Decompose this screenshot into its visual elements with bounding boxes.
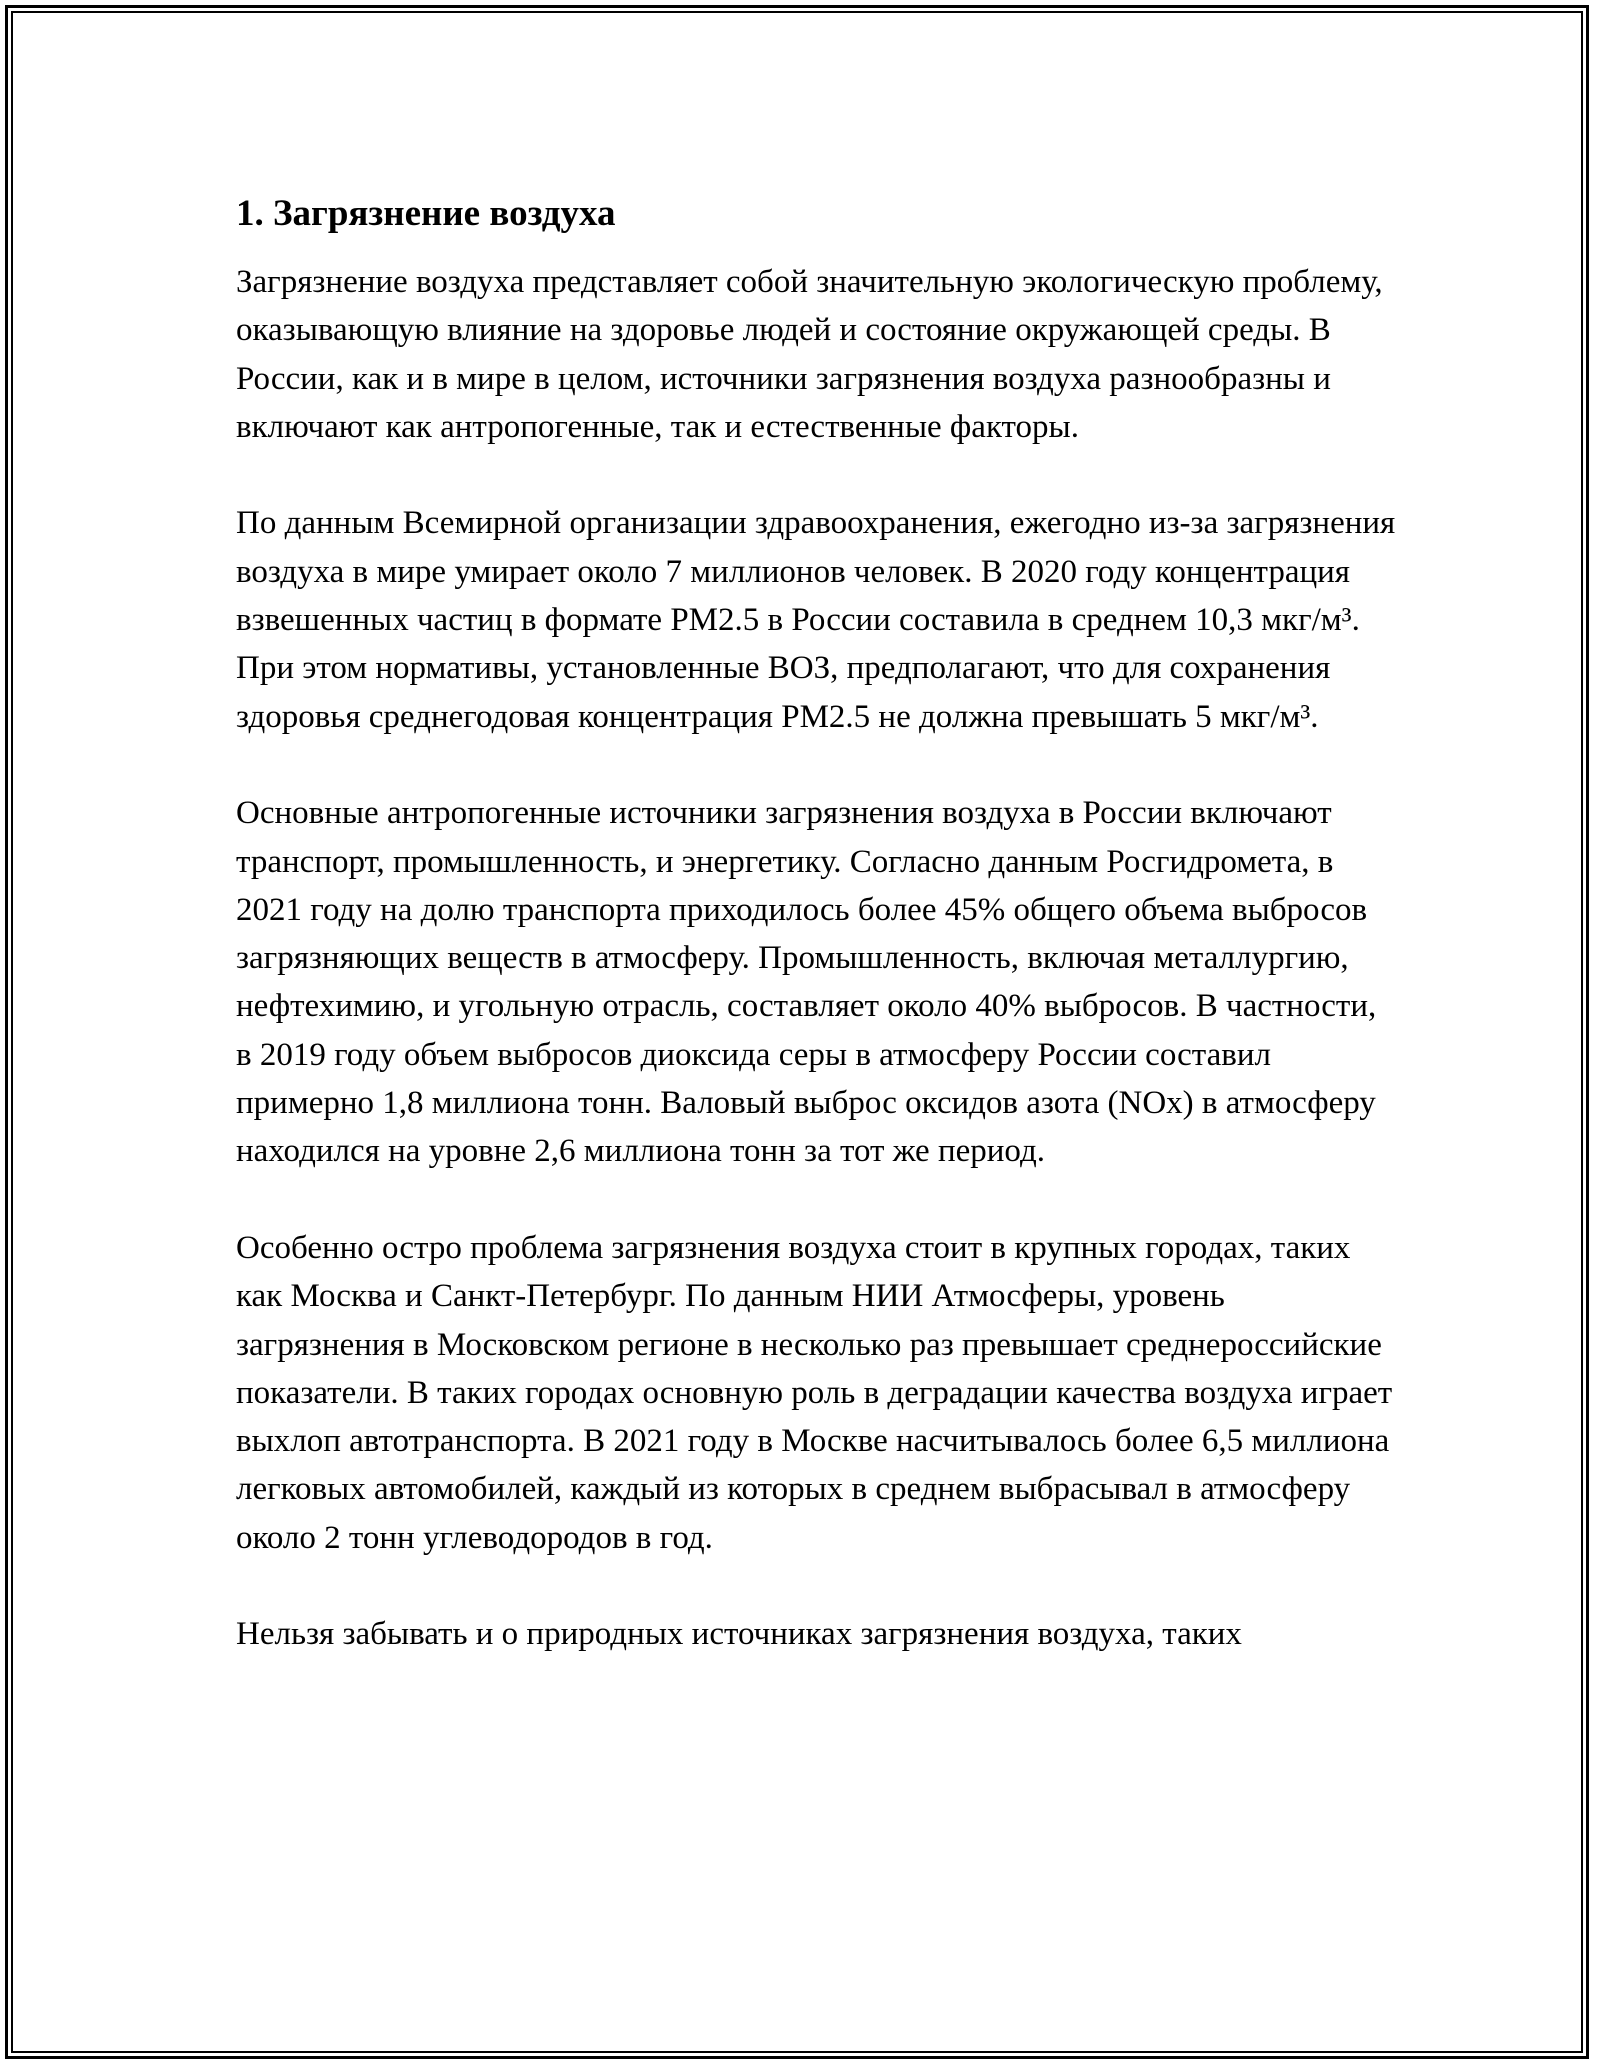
paragraph-4: Особенно остро проблема загрязнения воздуха стоит в крупных городах, таких как Москва и Санкт-Петербург. По данным НИИ Атмосферы, уровень загрязнения в Московском регионе в несколько раз превышает среднероссийские показатели. В таких городах основную роль в деградации качества воздуха играет выхлоп автотранспорта. В 2021 году в Москве насчитывалось более 6,5 миллиона легковых автомобилей, каждый из которых в среднем выбрасывал в атмосферу около 2 тонн углеводородов в год. [236,1229,1393,1556]
paragraph-2: По данным Всемирной организации здравоохранения, ежегодно из-за загрязнения воздуха в мире умирает около 7 миллионов человек. В 2020 году концентрация взвешенных частиц в формате PM2.5 в России составила в среднем 10,3 мкг/м³. При этом нормативы, установленные ВОЗ, предполагают, что для сохранения здоровья среднегодовая концентрация PM2.5 не должна превышать 5 мкг/м³. [236,505,1396,735]
section-title: 1. Загрязнение воздуха [236,193,616,234]
paragraph-1: Загрязнение воздуха представляет собой значительную экологическую проблему, оказывающую влияние на здоровье людей и состояние окружающей среды. В России, как и в мире в целом, источники загрязнения воздуха разнообразны и включают как антропогенные, так и естественные факторы. [236,264,1383,445]
paragraph-3: Основные антропогенные источники загрязнения воздуха в России включают транспорт, промышленность, и энергетику. Согласно данным Росгидромета, в 2021 году на долю транспорта приходилось более 45% общего объема выбросов загрязняющих веществ в атмосферу. Промышленность, включая металлургию, нефтехимию, и угольную отрасль, составляет около 40% выбросов. В частности, в 2019 году объем выбросов диоксида серы в атмосферу России составил примерно 1,8 миллиона тонн. Валовый выброс оксидов азота (NOx) в атмосферу находился на уровне 2,6 миллиона тонн за тот же период. [236,795,1377,1170]
document-body [236,188,1396,1659]
paragraph-5: Нельзя забывать и о природных источниках загрязнения воздуха, таких [236,1616,1242,1653]
